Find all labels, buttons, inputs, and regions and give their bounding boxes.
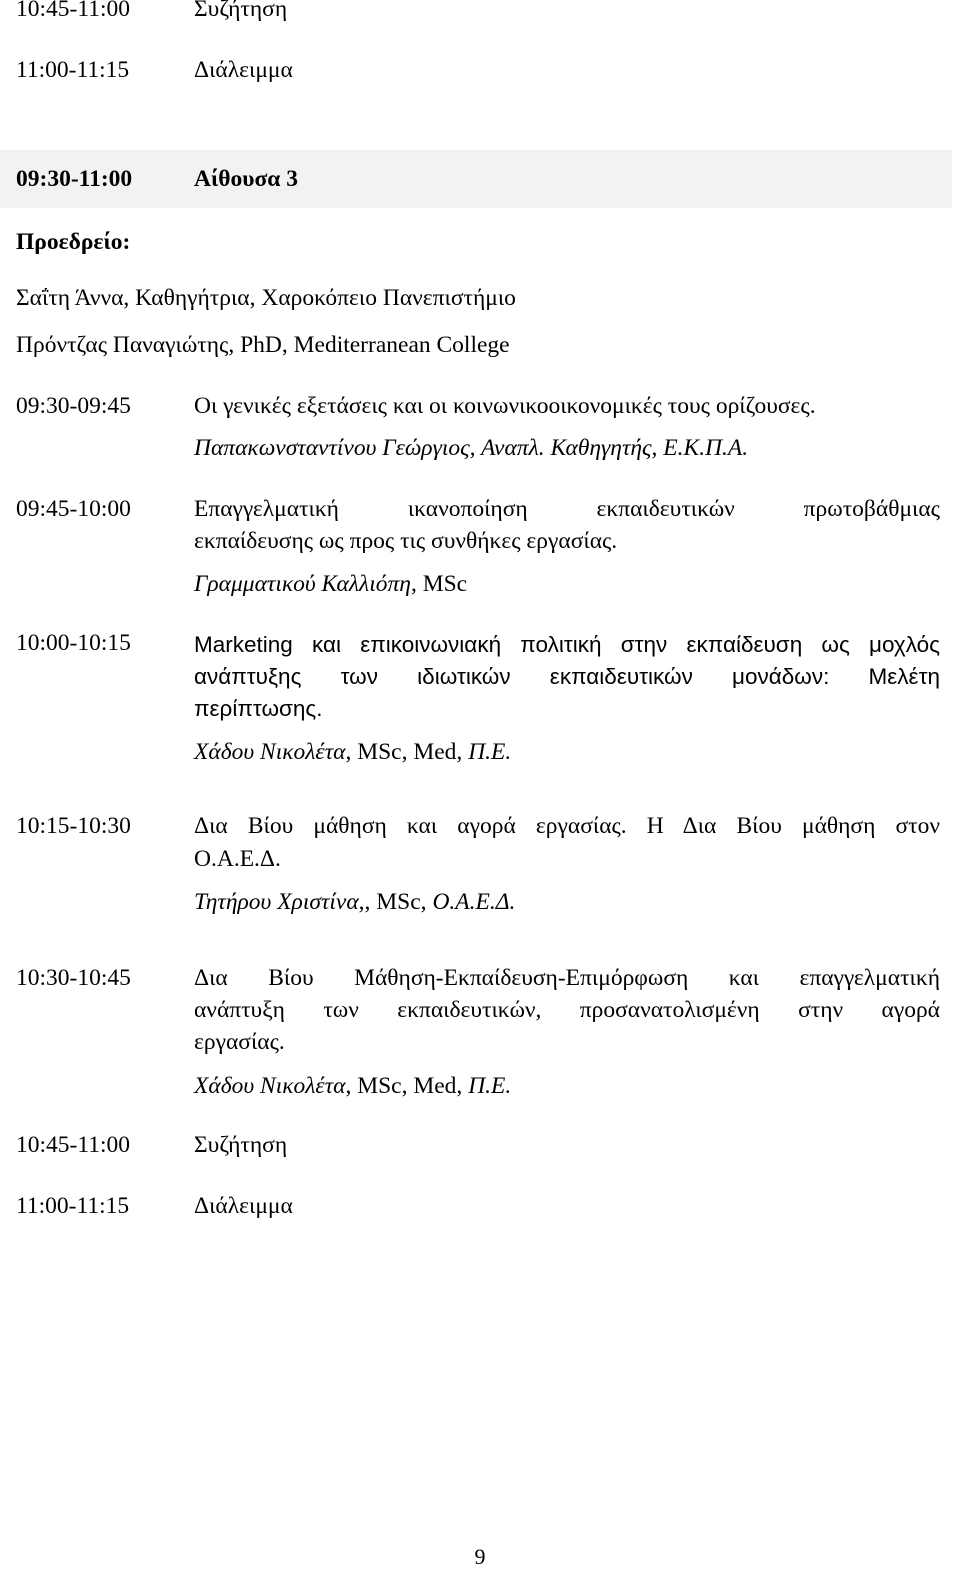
talk-time: 10:30-10:45 (16, 965, 131, 991)
author-credentials: , MSc (410, 571, 468, 597)
schedule-label: Διάλειμμα (194, 1193, 293, 1219)
author-name: Παπακωνσταντίνου Γεώργιος, Αναπλ. Καθηγητής, Ε.Κ.Π.Α. (194, 435, 749, 461)
chair-heading: Προεδρείο: (16, 229, 131, 255)
talk-time: 10:00-10:15 (16, 630, 131, 656)
talk-title-line: Δια Βίου μάθηση και αγορά εργασίας. Η Δια Βίου μάθηση στον (194, 813, 940, 839)
author-credentials: , MSc, Med, (345, 739, 469, 765)
talk-author (194, 571, 467, 598)
schedule-label: Συζήτηση (194, 1132, 288, 1158)
chair-name: Σαΐτη Άννα, Καθηγήτρια, Χαροκόπειο Πανεπιστήμιο (16, 285, 516, 311)
talk-author (194, 889, 515, 916)
page-number: 9 (474, 1544, 486, 1569)
schedule-time: 11:00-11:15 (16, 1193, 130, 1219)
author-affiliation: Π.Ε. (468, 1073, 512, 1099)
session-room: Αίθουσα 3 (194, 166, 298, 192)
talk-title-line: ανάπτυξη των εκπαιδευτικών, προσανατολισμένη στην αγορά (194, 997, 940, 1023)
chair-name: Πρόντζας Παναγιώτης, PhD, Mediterranean College (16, 332, 510, 358)
talk-time: 10:15-10:30 (16, 813, 131, 839)
author-name: Γραμματικού Καλλιόπη (194, 571, 411, 597)
author-affiliation: Π.Ε. (468, 739, 512, 765)
talk-author (194, 1073, 511, 1100)
author-affiliation: Ο.Α.Ε.Δ. (432, 889, 516, 915)
session-time: 09:30-11:00 (16, 166, 133, 192)
talk-author (194, 435, 748, 462)
talk-time: 09:45-10:00 (16, 496, 131, 522)
author-name: Χάδου Νικολέτα (194, 1073, 346, 1099)
schedule-label: Διάλειμμα (194, 57, 293, 83)
session-header-band (0, 150, 952, 208)
schedule-time: 10:45-11:00 (16, 0, 131, 22)
schedule-time: 11:00-11:15 (16, 57, 130, 83)
talk-title-line: περίπτωσης. (194, 696, 323, 721)
talk-title-line: Ο.Α.Ε.Δ. (194, 846, 281, 872)
author-name: Χάδου Νικολέτα (194, 739, 346, 765)
talk-title-line: Επαγγελματική ικανοποίηση εκπαιδευτικών πρωτοβάθμιας (194, 496, 940, 522)
schedule-time: 10:45-11:00 (16, 1132, 131, 1158)
talk-title-line: Δια Βίου Μάθηση-Εκπαίδευση-Επιμόρφωση και επαγγελματική (194, 965, 940, 991)
author-credentials: ,, MSc, (358, 889, 433, 915)
talk-time: 09:30-09:45 (16, 393, 131, 419)
talk-title-line: εργασίας. (194, 1029, 285, 1055)
schedule-label: Συζήτηση (194, 0, 288, 22)
talk-title-line: Marketing και επικοινωνιακή πολιτική στην εκπαίδευση ως μοχλός (194, 632, 940, 657)
author-credentials: , MSc, Med, (345, 1073, 469, 1099)
talk-title-line: ανάπτυξης των ιδιωτικών εκπαιδευτικών μονάδων: Μελέτη (194, 664, 940, 689)
talk-author (194, 739, 511, 766)
talk-title: Οι γενικές εξετάσεις και οι κοινωνικοοικονομικές τους ορίζουσες. (194, 393, 816, 419)
talk-title-line: εκπαίδευσης ως προς τις συνθήκες εργασίας. (194, 528, 618, 554)
author-name: Τητήρου Χριστίνα (194, 889, 359, 915)
